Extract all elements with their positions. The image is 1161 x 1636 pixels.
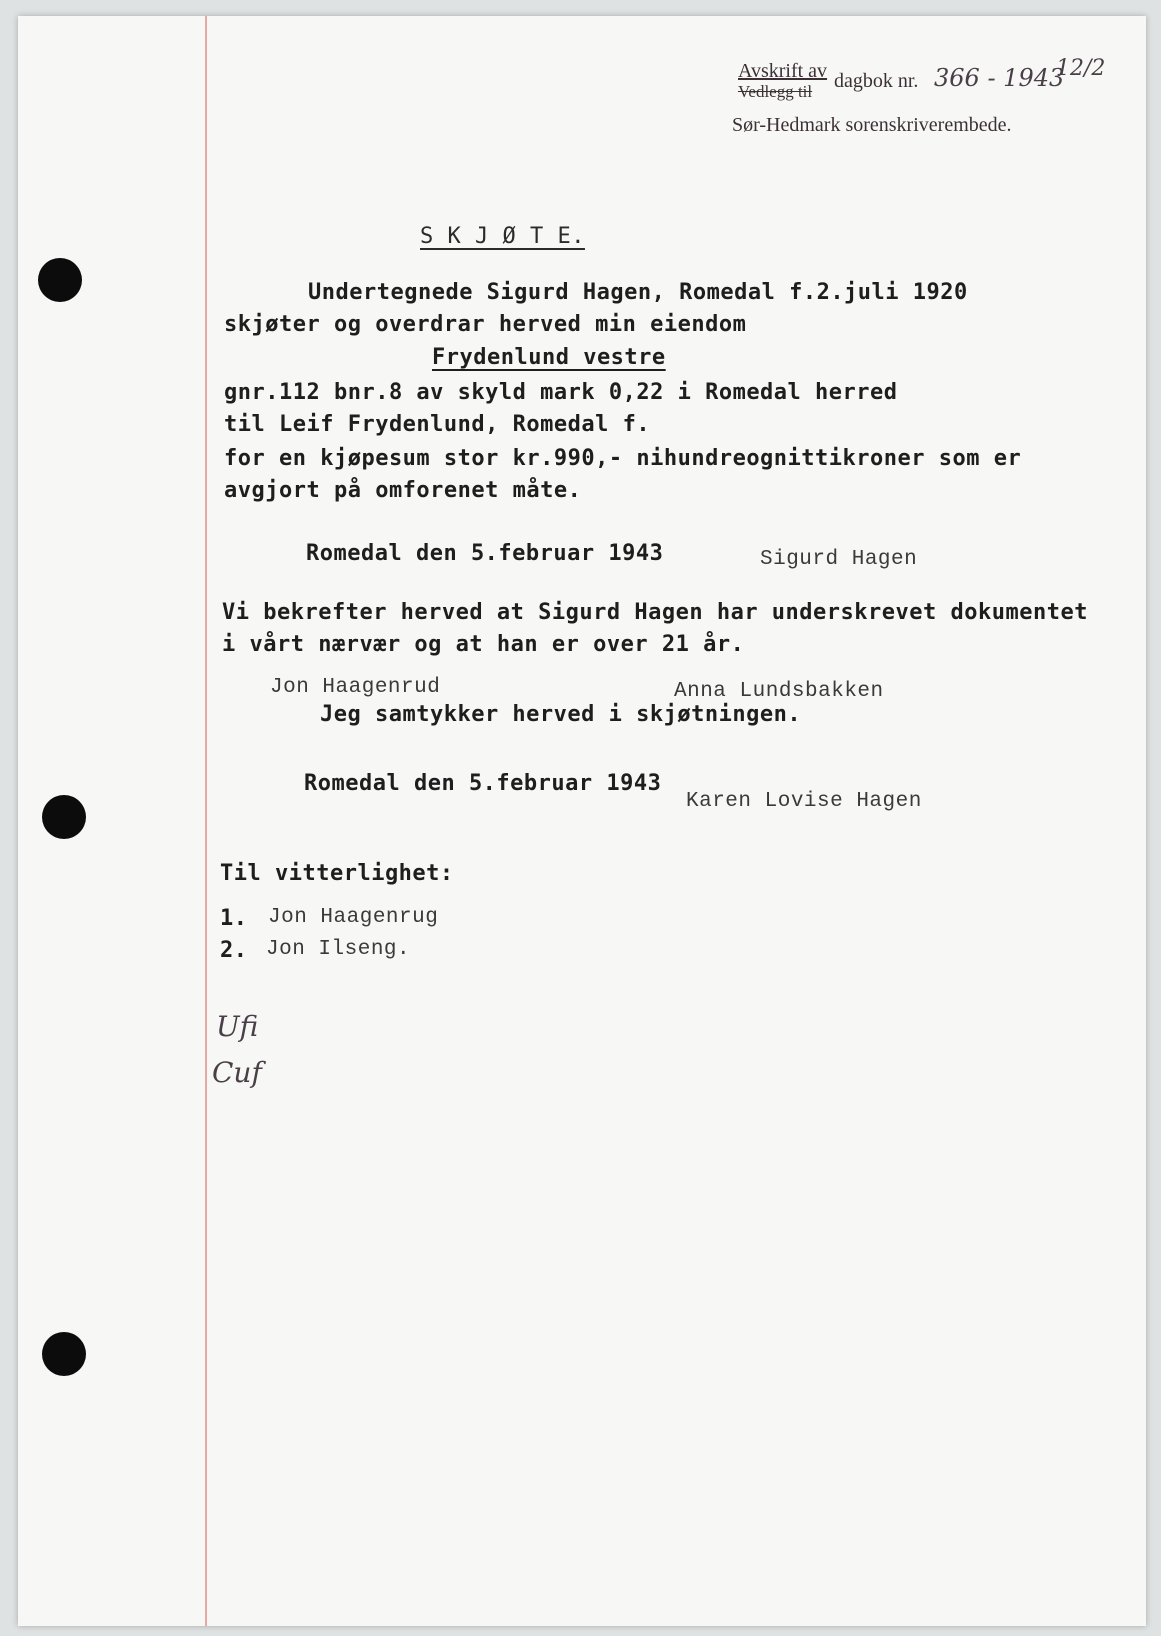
margin-rule: [205, 16, 207, 1626]
stamp-journal-date: 12/2: [1056, 56, 1106, 81]
attestation-number-1: 1.: [220, 906, 248, 931]
handwritten-initials-2: Cuf: [212, 1056, 262, 1089]
punch-hole-bottom: [42, 1332, 86, 1376]
consent-place-date: Romedal den 5.februar 1943: [304, 771, 662, 796]
body-line-6: for en kjøpesum stor kr.990,- nihundreognittikroner som er: [224, 446, 1022, 471]
signature-spouse: Karen Lovise Hagen: [686, 790, 922, 813]
signature-seller: Sigurd Hagen: [760, 548, 918, 571]
stamp-office: Sør-Hedmark sorenskriverembede.: [732, 114, 1012, 136]
witness-signature-2: Anna Lundsbakken: [674, 680, 884, 703]
attestation-heading: Til vitterlighet:: [220, 861, 454, 886]
property-name: Frydenlund vestre: [432, 345, 666, 370]
attestation-name-2: Jon Ilseng.: [266, 938, 411, 961]
punch-hole-top: [38, 258, 82, 302]
stamp-prefix: Avskrift av: [738, 60, 828, 82]
punch-hole-middle: [42, 795, 86, 839]
body-line-5: til Leif Frydenlund, Romedal f.: [224, 412, 651, 437]
stamp-journal-number: 366 - 1943: [934, 64, 1065, 92]
attestation-name-1: Jon Haagenrug: [268, 906, 439, 929]
stamp-dagbok-label: dagbok nr.: [834, 70, 919, 92]
handwritten-initials-1: Ufi: [216, 1010, 259, 1043]
body-line-2: skjøter og overdrar herved min eiendom: [224, 312, 747, 337]
body-line-7: avgjort på omforenet måte.: [224, 478, 582, 503]
document-page: [18, 16, 1146, 1626]
document-title: S K J Ø T E.: [420, 224, 585, 249]
body-line-1: Undertegnede Sigurd Hagen, Romedal f.2.juli 1920: [308, 280, 968, 305]
confirmation-line-1: Vi bekrefter herved at Sigurd Hagen har underskrevet dokumentet: [222, 600, 1088, 625]
witness-signature-1: Jon Haagenrud: [270, 676, 441, 699]
signing-place-date-1: Romedal den 5.februar 1943: [306, 541, 664, 566]
consent-line: Jeg samtykker herved i skjøtningen.: [320, 702, 802, 727]
stamp-struck-option: Vedlegg til: [738, 82, 813, 101]
body-line-4: gnr.112 bnr.8 av skyld mark 0,22 i Romedal herred: [224, 380, 898, 405]
attestation-number-2: 2.: [220, 938, 248, 963]
confirmation-line-2: i vårt nærvær og at han er over 21 år.: [222, 632, 745, 657]
